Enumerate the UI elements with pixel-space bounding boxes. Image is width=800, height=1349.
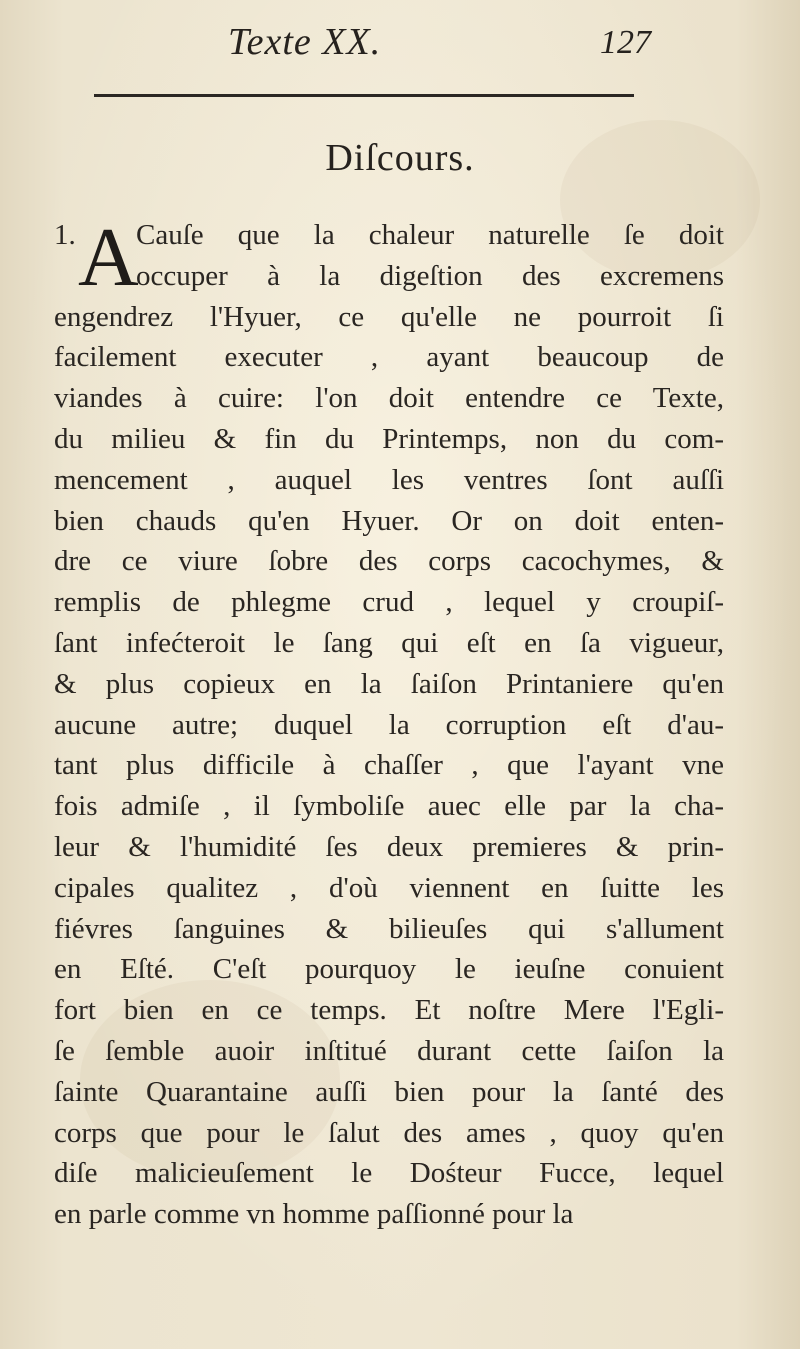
text-line: en Eſté. C'eſt pourquoy le ieuſne conuient (54, 953, 724, 986)
text-line: ſainte Quarantaine auſſi bien pour la ſanté des (54, 1075, 724, 1108)
text-line: remplis de phlegme crud , lequel y croupiſ- (54, 586, 724, 619)
text-line: fiévres ſanguines & bilieuſes qui s'allument (54, 912, 724, 945)
text-line: dre ce viure ſobre des corps cacochymes, & (54, 545, 724, 578)
text-line: Cauſe que la chaleur naturelle ſe doit (136, 219, 724, 251)
text-line: ſe ſemble auoir inſtitué durant cette ſaiſon la (54, 1034, 724, 1067)
text-line: aucune autre; duquel la corruption eſt d'au- (54, 708, 724, 741)
body-text (54, 211, 724, 1235)
text-line: diſe malicieuſement le Dośteur Fucce, lequel (54, 1157, 724, 1190)
text-line: fois admiſe , il ſymboliſe auec elle par la cha- (54, 790, 724, 823)
text-line: fort bien en ce temps. Et noſtre Mere l'Egli- (54, 994, 724, 1027)
page-header (0, 14, 800, 74)
header-rule (94, 94, 634, 97)
text-line: leur & l'humidité ſes deux premieres & prin- (54, 830, 724, 863)
text-line: en parle comme vn homme paſſionné pour la (54, 1198, 574, 1231)
text-line: bien chauds qu'en Hyuer. Or on doit enten- (54, 504, 724, 537)
text-line: du milieu & fin du Printemps, non du com- (54, 422, 724, 455)
indented-lines (136, 215, 724, 297)
text-line: & plus copieux en la ſaiſon Printaniere qu'en (54, 667, 724, 700)
text-line: viandes à cuire: l'on doit entendre ce Texte, (54, 382, 724, 415)
text-line: occuper à la digeſtion des excremens (136, 259, 724, 292)
text-line: ſant infećteroit le ſang qui eſt en ſa vigueur, (54, 626, 724, 659)
drop-cap: A (78, 211, 139, 304)
text-line: cipales qualitez , d'où viennent en ſuitte les (54, 871, 724, 904)
running-head: Texte XX. (228, 21, 382, 63)
paragraph-number: 1. (54, 219, 76, 251)
text-line: engendrez l'Hyuer, ce qu'elle ne pourroit ſi (54, 300, 724, 333)
text-line: facilement executer , ayant beaucoup de (54, 341, 724, 374)
text-line: mencement , auquel les ventres ſont auſſi (54, 463, 724, 496)
text-line: tant plus difficile à chaſſer , que l'ayant vne (54, 749, 724, 782)
opening-lines (54, 211, 724, 304)
section-title: Diſcours. (325, 137, 475, 179)
page-number: 127 (600, 24, 651, 61)
text-line: corps que pour le ſalut des ames , quoy qu'en (54, 1116, 724, 1149)
